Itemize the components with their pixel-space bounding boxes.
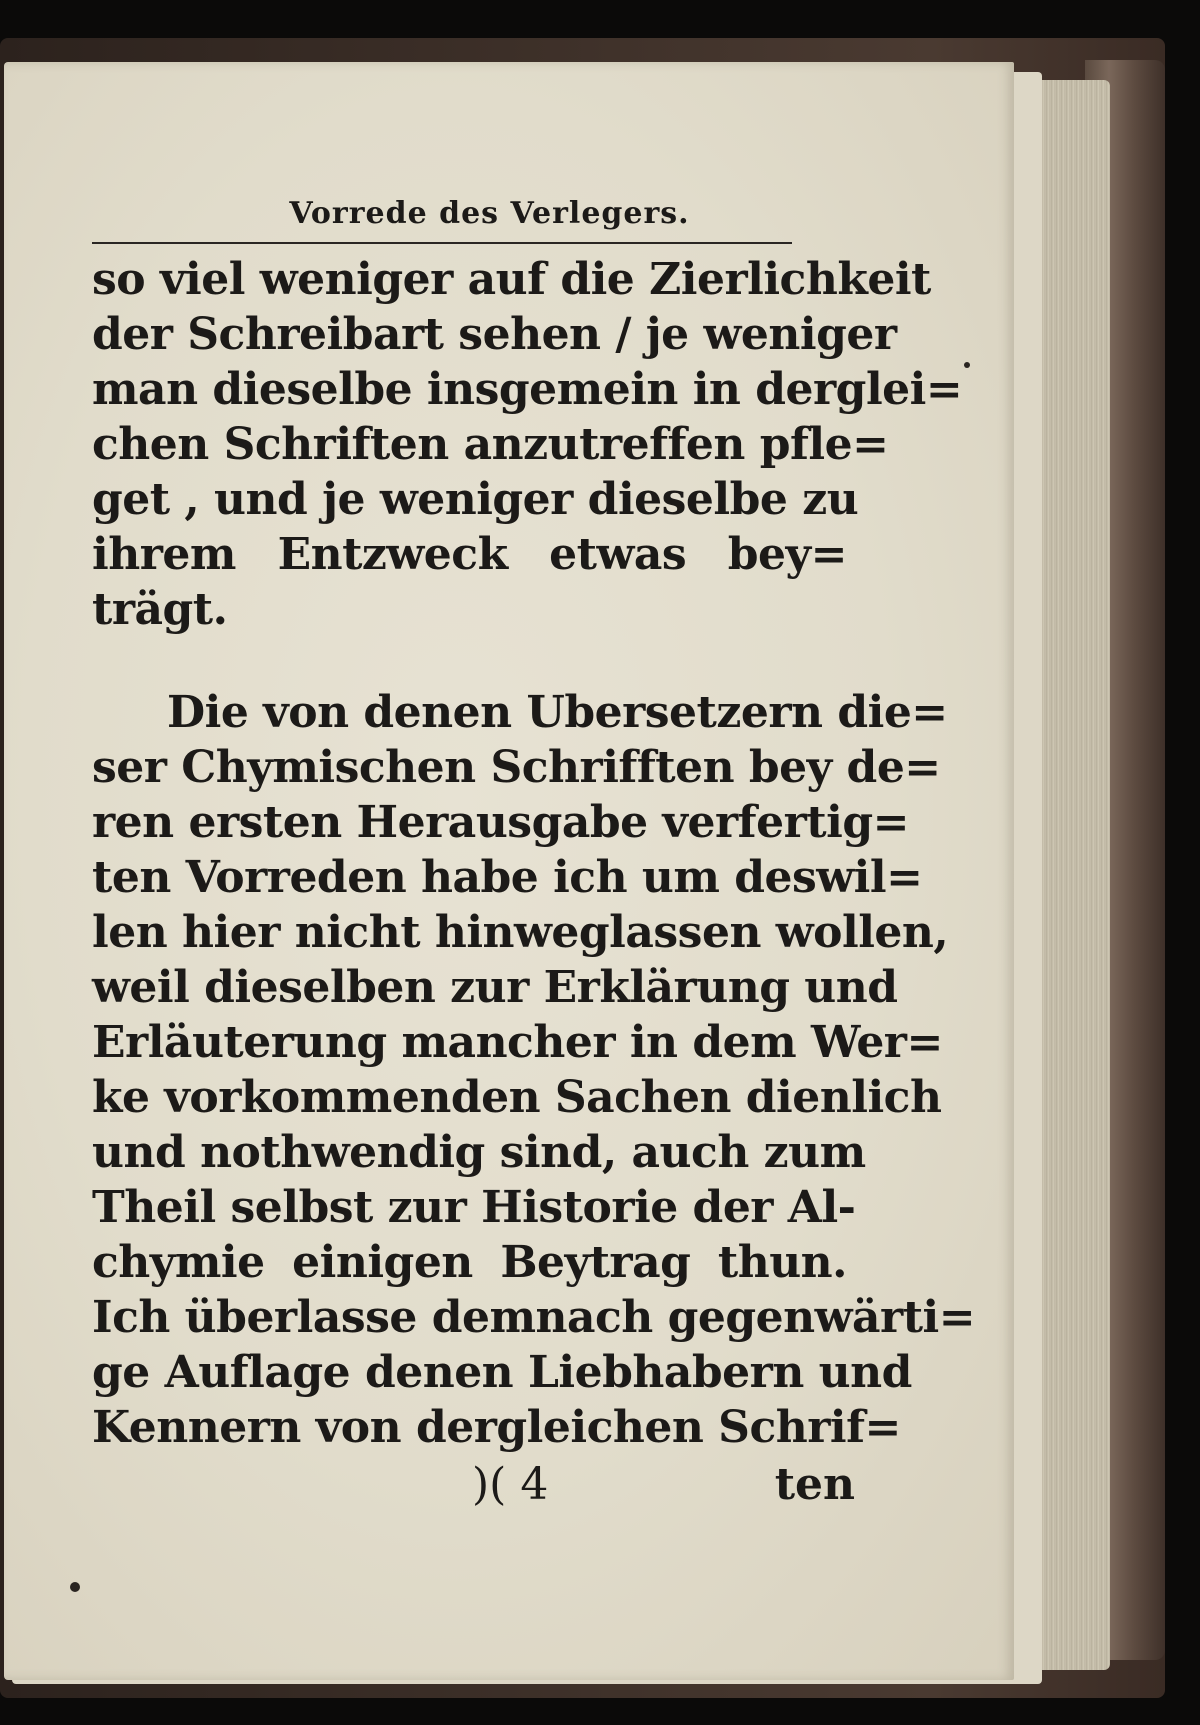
text-line: weil dieselben zur Erklärung und [92,962,898,1013]
text-line: ten Vorreden habe ich um deswil= [92,852,923,903]
text-line: Die von denen Ubersetzern die= [167,687,948,738]
catchword: ten [774,1459,855,1510]
text-line: ke vorkommenden Sachen dienlich [92,1072,942,1123]
head-rule [92,242,792,244]
text-line: man dieselbe insgemein in derglei= [92,364,963,415]
text-line: so viel weniger auf die Zierlichkeit [92,254,931,305]
text-line: Kennern von dergleichen Schrif= [92,1402,901,1453]
paragraph-gap [92,637,847,685]
page-text-block [92,194,976,1517]
text-line: der Schreibart sehen / je weniger [92,309,897,360]
running-head: Vorrede des Verlegers. [289,196,690,231]
text-line: Theil selbst zur Historie der Al- [92,1182,856,1233]
paragraph-1 [92,252,963,637]
text-line: ihrem Entzweck etwas bey= [92,529,847,580]
signature-mark: )( 4 [472,1459,549,1510]
book-page [4,62,1014,1680]
page-footer [92,1457,855,1517]
text-line: ge Auflage denen Liebhabern und [92,1347,912,1398]
ink-spot [70,1582,80,1592]
text-line: trägt. [92,584,228,635]
text-line: chen Schriften anzutreffen pfle= [92,419,889,470]
text-line: ser Chymischen Schrifften bey de= [92,742,941,793]
text-line: ren ersten Herausgabe verfertig= [92,797,909,848]
text-line: len hier nicht hinweglassen wollen, [92,907,949,958]
text-line: chymie einigen Beytrag thun. [92,1237,847,1288]
ink-spot [964,362,970,368]
text-line: get , und je weniger dieselbe zu [92,474,859,525]
paragraph-2 [92,685,976,1455]
text-line: Erläuterung mancher in dem Wer= [92,1017,943,1068]
text-line: Ich überlasse demnach gegenwärti= [92,1292,976,1343]
text-line: und nothwendig sind, auch zum [92,1127,866,1178]
